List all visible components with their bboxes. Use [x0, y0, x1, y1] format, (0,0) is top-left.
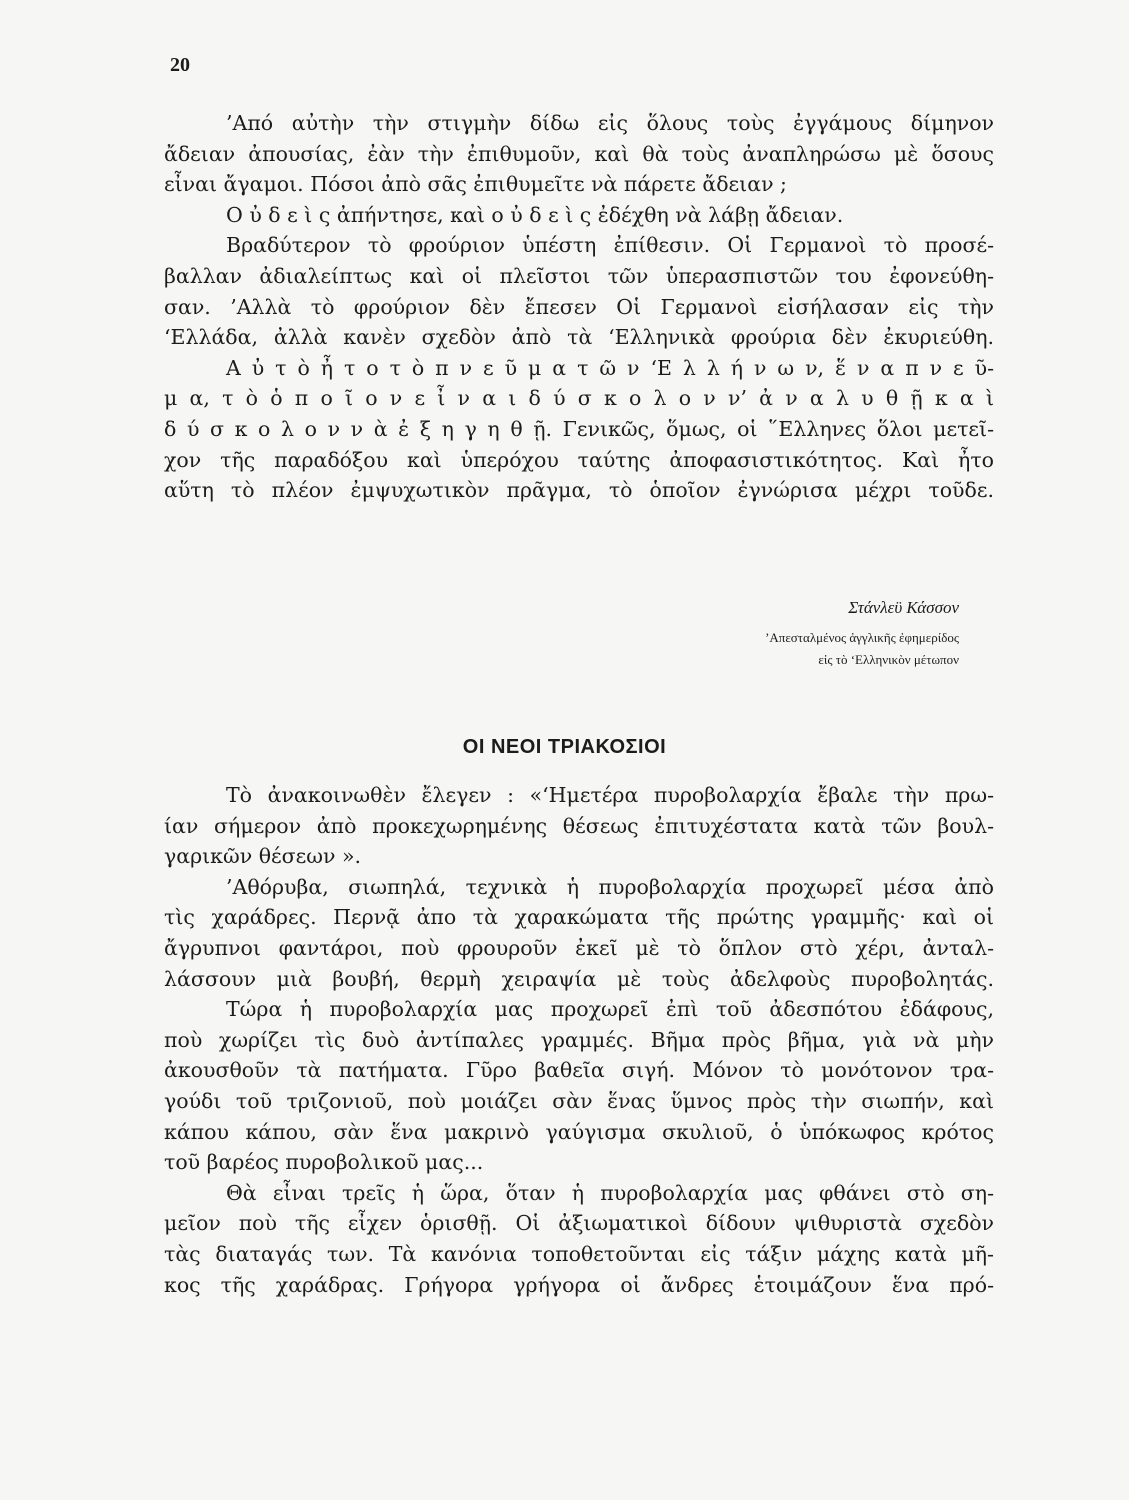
- text-line: εἶναι ἄγαμοι. Πόσοι ἀπὸ σᾶς ἐπιθυμεῖτε νὰ πάρετε ἄδειαν ;: [164, 172, 787, 197]
- text-line: Τώρα ἡ πυροβολαρχία μας προχωρεῖ ἐπὶ τοῦ ἀδεσπότου ἐδάφους,: [226, 997, 994, 1022]
- text-line: ‘Ελλάδα, ἀλλὰ κανὲν σχεδὸν ἀπὸ τὰ ‘Ελληνικὰ φρούρια δὲν ἐκυριεύθη.: [164, 325, 994, 350]
- text-line: γαρικῶν θέσεων ».: [164, 844, 362, 869]
- text-line: ἀκουσθοῦν τὰ πατήματα. Γῦρο βαθεῖα σιγή. Μόνον τὸ μονότονον τρα-: [164, 1058, 994, 1083]
- paragraph: [164, 1178, 994, 1300]
- text-line: ίαν σήμερον ἀπὸ προκεχωρημένης θέσεως ἐπιτυχέστατα κατὰ τῶν βουλ-: [164, 813, 994, 838]
- text-line: Ο ὐ δ ε ὶ ς ἀπήντησε, καὶ ο ὐ δ ε ὶ ς ἐδέχθη νὰ λάβῃ ἄδειαν.: [226, 202, 844, 227]
- text-line: γούδι τοῦ τριζονιοῦ, ποὺ μοιάζει σὰν ἕνας ὕμνος πρὸς τὴν σιωπήν, καὶ: [164, 1088, 994, 1113]
- paragraph: [164, 353, 994, 506]
- text-line: λάσσουν μιὰ βουβή, θερμὴ χειραψία μὲ τοὺς ἀδελφοὺς πυροβολητάς.: [164, 966, 994, 991]
- text-line: μ α, τ ὸ ὁ π ο ῖ ο ν ε ἶ ν α ι δ ύ σ κ ο λ ο ν ν’ ἀ ν α λ υ θ ῇ κ α ὶ: [164, 386, 994, 411]
- text-line: μεῖον ποὺ τῆς εἶχεν ὁρισθῇ. Οἱ ἀξιωματικοὶ δίδουν ψιθυριστὰ σχεδὸν: [164, 1211, 994, 1236]
- text-line: ’Από αὐτὴν τὴν στιγμὴν δίδω εἰς ὅλους τοὺς ἐγγάμους δίμηνον: [226, 111, 994, 135]
- text-line: τοῦ βαρέος πυροβολικοῦ μας...: [164, 1150, 484, 1175]
- text-line: αὕτη τὸ πλέον ἐμψυχωτικὸν πρᾶγμα, τὸ ὁποῖον ἐγνώρισα μέχρι τοῦδε.: [164, 478, 994, 503]
- paragraph: [164, 108, 994, 200]
- paragraph: [164, 780, 994, 872]
- signature-place: εἰς τὸ ‘Ελληνικὸν μέτωπον: [818, 652, 959, 667]
- text-line: κάπου κάπου, σὰν ἕνα μακρινὸ γαύγισμα σκυλιοῦ, ὁ ὑπόκωφος κρότος: [164, 1119, 994, 1144]
- page-number: 20: [170, 54, 190, 76]
- text-line: χον τῆς παραδόξου καὶ ὑπερόχου ταύτης ἀποφασιστικότητος. Καὶ ἦτο: [164, 447, 994, 472]
- section-title: ΟΙ ΝΕΟΙ ΤΡΙΑΚΟΣΙΟΙ: [462, 736, 667, 758]
- text-line: ’Αθόρυβα, σιωπηλά, τεχνικὰ ἡ πυροβολαρχία προχωρεῖ μέσα ἀπὸ: [226, 874, 994, 899]
- text-line: ἄδειαν ἀπουσίας, ἐὰν τὴν ἐπιθυμοῦν, καὶ θὰ τοὺς ἀναπληρώσω μὲ ὅσους: [164, 141, 994, 166]
- text-line: σαν. ’Αλλὰ τὸ φρούριον δὲν ἔπεσεν Οἱ Γερμανοὶ εἰσήλασαν εἰς τὴν: [164, 294, 994, 319]
- text-line: Α ὐ τ ὸ ἦ τ ο τ ὸ π ν ε ῦ μ α τ ῶ ν ‘Ε λ λ ή ν ω ν, ἕ ν α π ν ε ῦ-: [226, 355, 994, 380]
- article-body-bottom: [164, 780, 994, 1300]
- signature-name: Στάνλεϋ Κάσσον: [848, 598, 959, 617]
- text-line: τὰς διαταγάς των. Τὰ κανόνια τοποθετοῦνται εἰς τάξιν μάχης κατὰ μῆ-: [164, 1241, 994, 1266]
- signature-role: ’Απεσταλμένος ἀγγλικῆς ἐφημερίδος: [765, 630, 959, 645]
- paragraph: [164, 200, 994, 231]
- text-line: ποὺ χωρίζει τὶς δυὸ ἀντίπαλες γραμμές. Βῆμα πρὸς βῆμα, γιὰ νὰ μὴν: [164, 1027, 994, 1052]
- text-line: ἄγρυπνοι φαντάροι, ποὺ φρουροῦν ἐκεῖ μὲ τὸ ὅπλον στὸ χέρι, ἀνταλ-: [164, 935, 994, 960]
- text-line: Τὸ ἀνακοινωθὲν ἔλεγεν : «‘Ημετέρα πυροβολαρχία ἔβαλε τὴν πρω-: [226, 783, 994, 807]
- paragraph: [164, 872, 994, 994]
- text-line: δ ύ σ κ ο λ ο ν ν ὰ ἐ ξ η γ η θ ῇ. Γενικῶς, ὅμως, οἱ ῞Ελληνες ὅλοι μετεῖ-: [164, 416, 994, 441]
- text-line: Θὰ εἶναι τρεῖς ἡ ὥρα, ὅταν ἡ πυροβολαρχία μας φθάνει στὸ ση-: [226, 1180, 994, 1205]
- text-line: βαλλαν ἀδιαλείπτως καὶ οἱ πλεῖστοι τῶν ὑπερασπιστῶν του ἐφονεύθη-: [164, 263, 994, 288]
- text-line: Βραδύτερον τὸ φρούριον ὑπέστη ἐπίθεσιν. Οἱ Γερμανοὶ τὸ προσέ-: [226, 233, 994, 258]
- article-body-top: [164, 108, 994, 506]
- paragraph: [164, 230, 994, 352]
- paragraph: [164, 994, 994, 1178]
- text-line: κος τῆς χαράδρας. Γρήγορα γρήγορα οἱ ἄνδρες ἑτοιμάζουν ἕνα πρό-: [164, 1272, 994, 1297]
- text-line: τὶς χαράδρες. Περνᾷ ἀπο τὰ χαρακώματα τῆς πρώτης γραμμῆς· καὶ οἱ: [164, 905, 994, 930]
